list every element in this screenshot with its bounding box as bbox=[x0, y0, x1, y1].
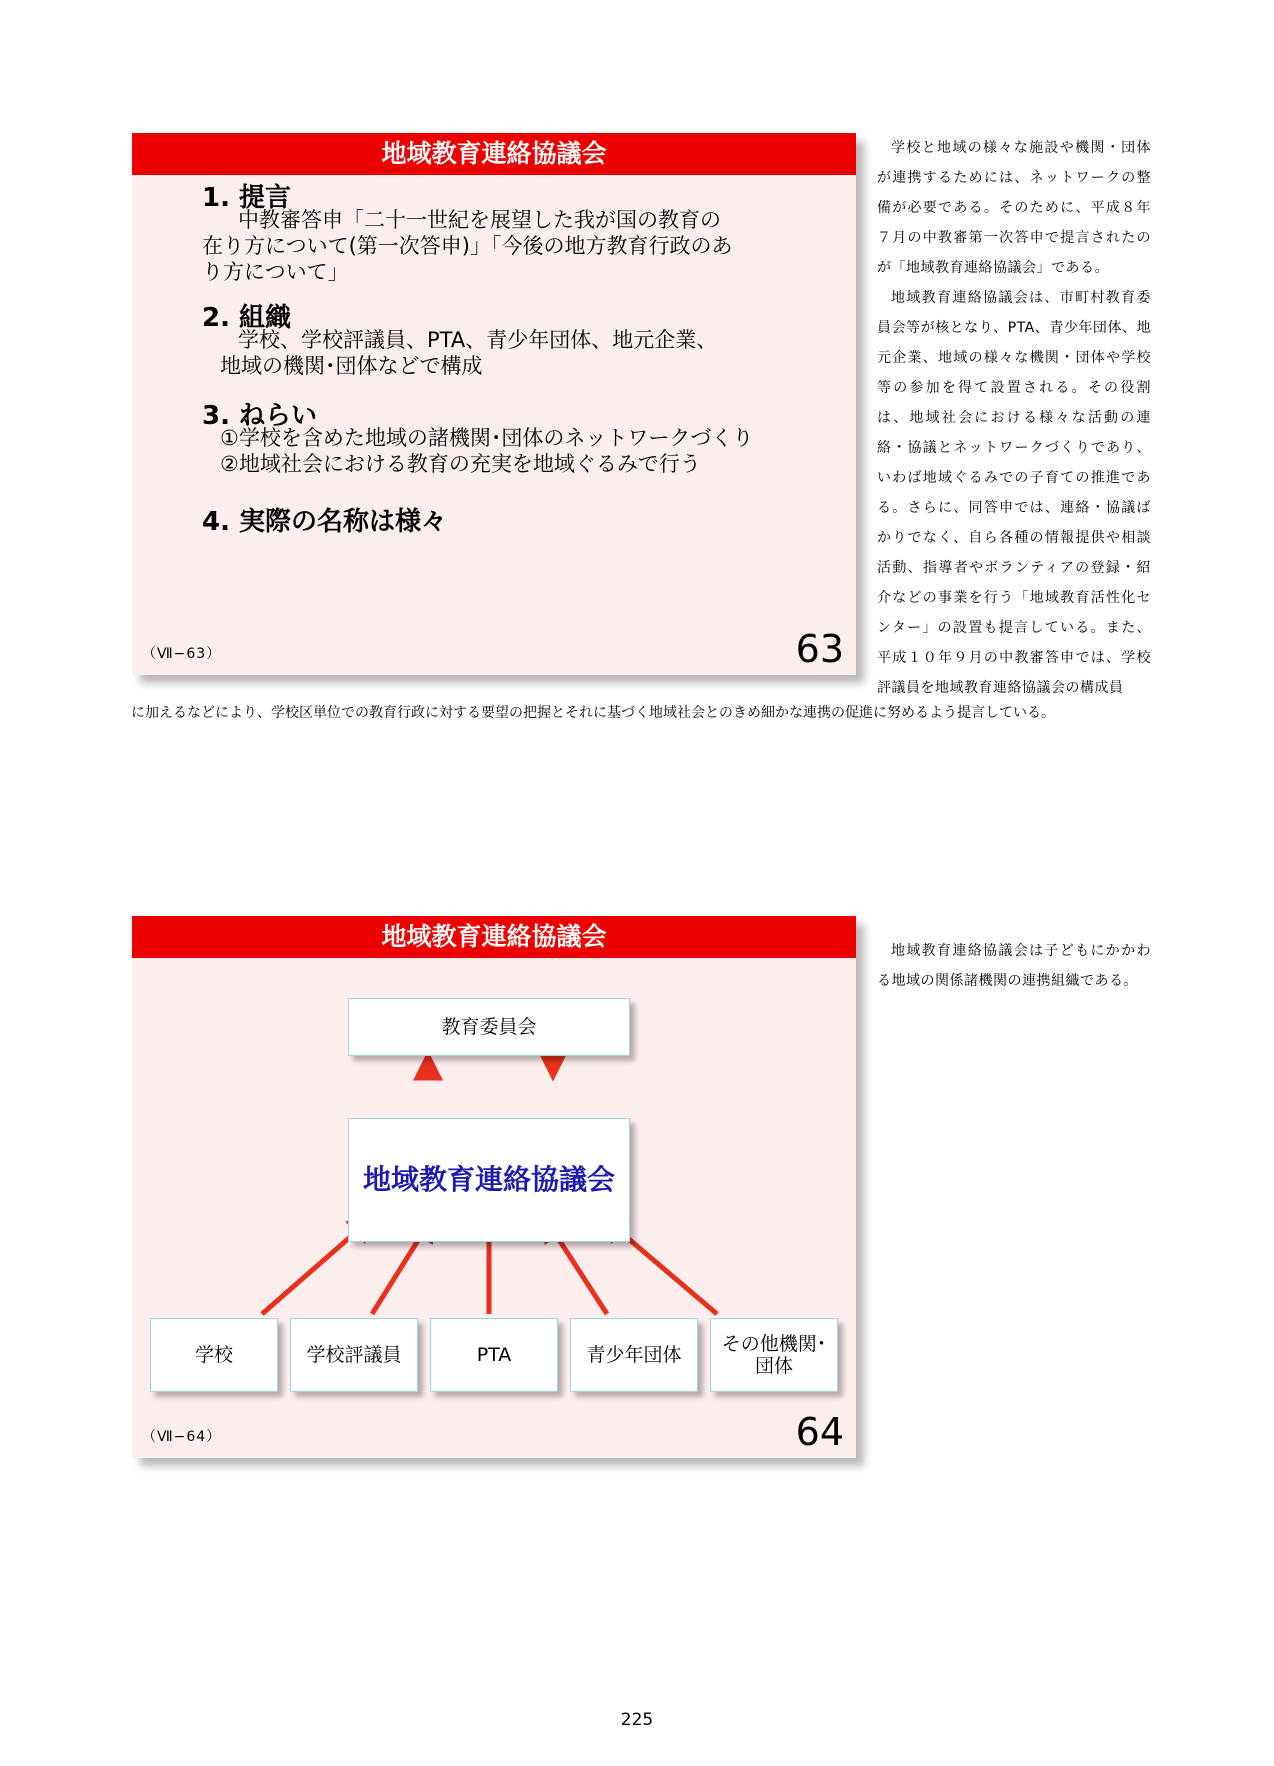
section-heading-names: 4. 実際の名称は様々 bbox=[202, 507, 448, 537]
slide-64 bbox=[132, 916, 856, 1458]
proposal-line-1: 中教審答申「二十一世紀を展望した我が国の教育の bbox=[238, 208, 721, 232]
section-heading-proposal: 1. 提言 bbox=[202, 183, 292, 213]
board-of-education-box: 教育委員会 bbox=[348, 998, 630, 1056]
section-body-proposal bbox=[202, 207, 842, 285]
commentary-64 bbox=[877, 936, 1151, 996]
commentary-63-paragraph-1: 学校と地域の様々な施設や機関・団体が連携するためには、ネットワークの整備が必要である。そのために、平成８年７月の中教審第一次答申で提言されたのが「地域教育連絡協議会」である。 bbox=[877, 140, 1151, 276]
council-box: 地域教育連絡協議会 bbox=[348, 1118, 630, 1242]
organization-line-1: 学校、学校評議員、PTA、青少年団体、地元企業、 bbox=[238, 328, 718, 352]
section-heading-aims: 3. ねらい bbox=[202, 401, 318, 431]
aim-1: ①学校を含めた地域の諸機関･団体のネットワークづくり bbox=[220, 426, 754, 450]
slide-title: 地域教育連絡協議会 bbox=[132, 133, 856, 175]
proposal-line-3: り方について」 bbox=[202, 260, 349, 284]
commentary-64-paragraph-1: 地域教育連絡協議会は子どもにかかわる地域の関係諸機関の連携組織である。 bbox=[877, 943, 1151, 989]
member-box-other-bodies: その他機関･ 団体 bbox=[710, 1318, 838, 1392]
slide-title: 地域教育連絡協議会 bbox=[132, 916, 856, 958]
aim-2: ②地域社会における教育の充実を地域ぐるみで行う bbox=[220, 452, 701, 476]
slide-number: 63 bbox=[795, 627, 844, 671]
commentary-63-paragraph-2: 地域教育連絡協議会は、市町村教育委員会等が核となり、PTA、青少年団体、地元企業、地域の様々な機関・団体や学校等の参加を得て設置される。その役割は、地域社会における様々な活動の連絡・協議とネットワークづくりであり、いわば地域ぐるみでの子育ての推進である。さらに、同答申では、連絡・協議ばかりでなく、自ら各種の情報提供や相談活動、指導者やボランティアの登録・紹介などの事業を行う「地域教育活性化センター」の設置も提言している。また、平成１０年９月の中教審答申では、学校評議員を地域教育連絡協議会の構成員 bbox=[877, 290, 1151, 696]
slide-footnote: （Ⅶ−63） bbox=[142, 646, 222, 662]
proposal-line-2: 在り方について(第一次答申)」「今後の地方教育行政のあ bbox=[202, 234, 733, 258]
section-heading-organization: 2. 組織 bbox=[202, 303, 292, 333]
member-box-pta: PTA bbox=[430, 1318, 558, 1392]
commentary-63 bbox=[877, 133, 1151, 703]
slide-number: 64 bbox=[795, 1410, 844, 1454]
section-body-aims bbox=[220, 425, 840, 477]
section-body-organization bbox=[202, 327, 842, 379]
slide-63 bbox=[132, 133, 856, 675]
page-number: 225 bbox=[620, 1710, 654, 1730]
member-box-school-councilors: 学校評議員 bbox=[290, 1318, 418, 1392]
member-box-school: 学校 bbox=[150, 1318, 278, 1392]
organization-line-2: 地域の機関･団体などで構成 bbox=[220, 354, 483, 378]
slide-footnote: （Ⅶ−64） bbox=[142, 1429, 222, 1445]
member-box-youth-groups: 青少年団体 bbox=[570, 1318, 698, 1392]
commentary-63-continuation: に加えるなどにより、学校区単位での教育行政に対する要望の把握とそれに基づく地域社会とのきめ細かな連携の促進に努めるよう提言している。 bbox=[131, 705, 1055, 721]
